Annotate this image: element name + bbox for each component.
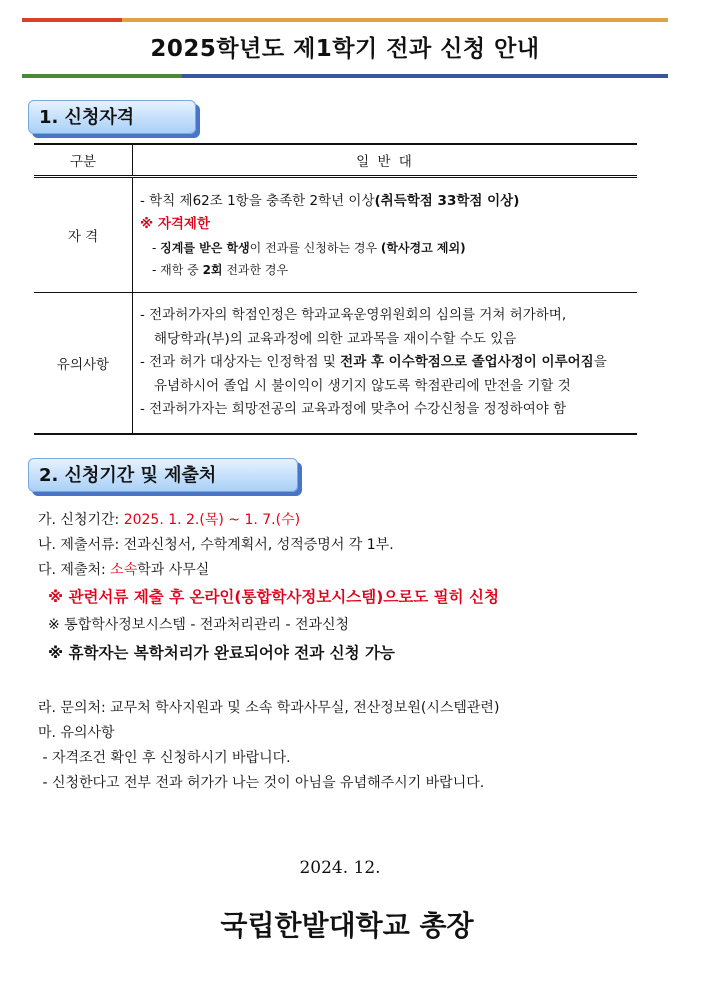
row-label-notes: 유의사항 [34,293,133,435]
section1-heading: 1. 신청자격 [28,100,196,134]
documents-line: 나. 제출서류: 전과신청서, 수학계획서, 성적증명서 각 1부. [38,537,394,553]
table-row-notes [34,293,637,435]
system-path-note: ※ 통합학사정보시스템 - 전과처리관리 - 전과신청 [48,617,350,633]
section2-heading: 2. 신청기간 및 제출처 [28,458,298,492]
notes-cell [133,293,638,435]
restriction-item2: - 재학 중 2회 전과한 경우 [152,262,289,277]
contact-line: 라. 문의처: 교무처 학사지원과 및 소속 학과사무실, 전산정보원(시스템관련) [38,700,500,716]
qualification-line1: - 학칙 제62조 1항을 충족한 2학년 이상(취득학점 33학점 이상) [140,192,520,209]
page-title: 2025학년도 제1학기 전과 신청 안내 [150,36,540,62]
header-category: 구분 [34,144,133,177]
caution-item1: - 자격조건 확인 후 신청하시기 바랍니다. [38,750,291,766]
restriction-item1: - 징계를 받은 학생이 전과를 신청하는 경우 (학사경고 제외) [152,240,466,255]
caution-item2: - 신청한다고 전부 전과 허가가 나는 것이 아님을 유념해주시기 바랍니다. [38,775,485,791]
document-date: 2024. 12. [299,858,381,878]
submission-place-line: 다. 제출처: 소속학과 사무실 [38,562,210,578]
notes-line5: - 전과허가자는 희망전공의 교육과정에 맞추어 수강신청을 정정하여야 함 [140,401,567,418]
table-header-row [34,144,637,177]
issuer-signature: 국립한밭대학교 총장 [220,909,474,942]
application-details [38,508,678,667]
table-row-qualification [34,177,637,293]
contact-and-cautions [38,696,678,796]
top-decor-bar [22,18,668,22]
row-label-qualification: 자 격 [34,177,133,293]
notes-line1: - 전과허가자의 학점인정은 학과교육운영위원회의 심의를 거쳐 허가하며, [140,307,567,324]
header-general: 일 반 대 [133,144,638,177]
online-apply-note: ※ 관련서류 제출 후 온라인(통합학사정보시스템)으로도 필히 신청 [48,588,499,606]
notes-line3: - 전과 허가 대상자는 인정학점 및 전과 후 이수학점으로 졸업사정이 이루어짐을 [140,354,607,371]
caution-label: 마. 유의사항 [38,725,115,741]
leave-student-note: ※ 휴학자는 복학처리가 완료되어야 전과 신청 가능 [48,644,395,662]
restriction-title: ※ 자격제한 [140,216,210,232]
notes-line2: 해당학과(부)의 교육과정에 의한 교과목을 재이수할 수도 있음 [154,330,517,347]
eligibility-table [34,143,637,435]
title-underline-bar [22,74,668,78]
period-line: 가. 신청기간: 2025. 1. 2.(목) ~ 1. 7.(수) [38,512,301,528]
qualification-cell [133,177,638,293]
notes-line4: 유념하시어 졸업 시 불이익이 생기지 않도록 학점관리에 만전을 기할 것 [154,377,571,394]
